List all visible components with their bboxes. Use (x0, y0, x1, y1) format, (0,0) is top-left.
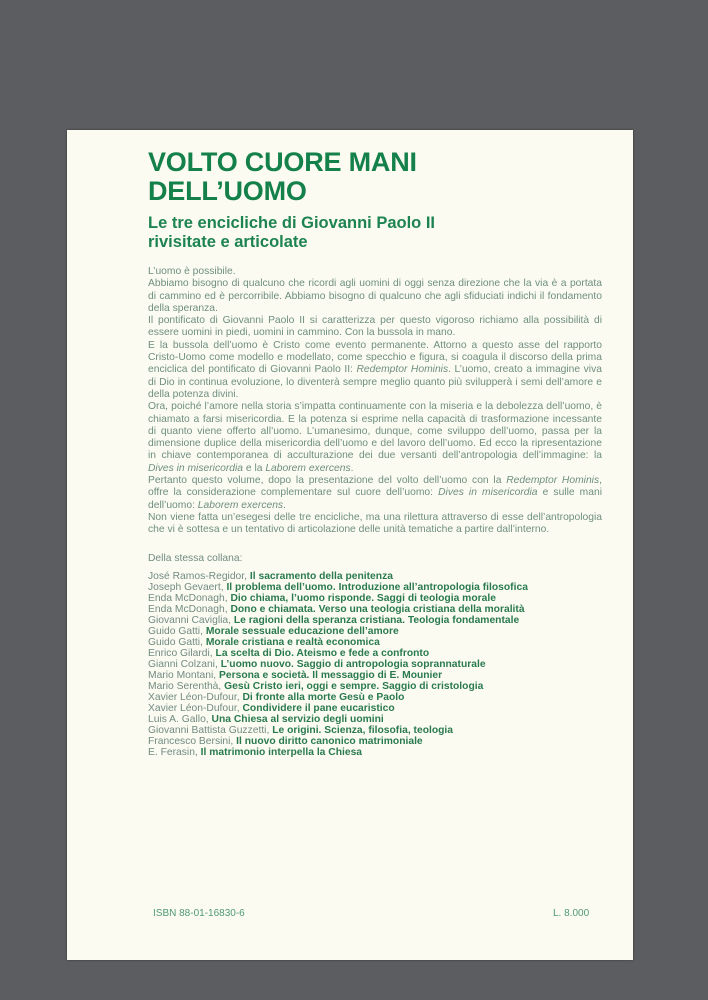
series-title: Le ragioni della speranza cristiana. Teologia fondamentale (233, 614, 520, 626)
encyclical-title: Redemptor Hominis (356, 364, 449, 376)
series-item (148, 703, 608, 714)
series-author: Xavier Léon-Dufour, (148, 702, 240, 714)
text-run: . (350, 462, 354, 474)
text-run: e sulle mani dell’uomo: (148, 487, 602, 511)
series-item (148, 637, 608, 648)
text-run: Il pontificato di Giovanni Paolo II si caratterizza per questo vigoroso richiamo alla possibilità di essere uomini in piedi, uomini in cammino. Con la bussola in mano. (148, 315, 602, 339)
text-run: Pertanto questo volume, dopo la presentazione del volto dell’uomo con la (148, 475, 507, 487)
series-title: Persona e società. Il messaggio di E. Mounier (218, 669, 443, 681)
series-author: Giovanni Caviglia, (148, 614, 231, 626)
text-run: . L’uomo, creato a immagine viva di Dio in continua evoluzione, lo diventerà sempre meglio quanto più svilupperà i semi dell’amore e della potenza divini. (148, 364, 602, 400)
series-item (148, 747, 608, 758)
series-author: José Ramos-Regidor, (148, 570, 248, 582)
series-item (148, 615, 608, 626)
series-title: Morale sessuale educazione dell’amore (205, 625, 399, 637)
series-author: Enda McDonagh, (148, 592, 228, 604)
series-item (148, 648, 608, 659)
series-title: L’uomo nuovo. Saggio di antropologia soprannaturale (220, 658, 486, 670)
encyclical-title: Dives in misericordia (148, 462, 243, 474)
text-run: Ora, poiché l’amore nella storia s’impatta continuamente con la miseria e la debolezza dell’uomo, è chiamato a farsi misericordia. E la potenza si esprime nella capacità di trasformazione incessante di quanto viene offerto all’uomo. L’umanesimo, dunque, come sviluppo dell’uomo, passa per la dimensione duplice della misericordia dell’uomo e del lavoro dell’uomo. Ed ecco la ripresentazione in chiave contemporanea di acculturazione dei due versanti dell’antropologia dell’immagine: la (148, 401, 602, 462)
blurb-paragraph (148, 266, 602, 278)
series-item (148, 626, 608, 637)
series-author: Joseph Gevaert, (148, 581, 224, 593)
series-title: Dio chiama, l’uomo risponde. Saggi di teologia morale (230, 592, 496, 604)
series-list (148, 553, 608, 758)
text-run: L’uomo è possibile. (148, 266, 236, 277)
series-title: La scelta di Dio. Ateismo e fede a confronto (215, 647, 430, 659)
series-items (148, 571, 608, 758)
series-item (148, 593, 608, 604)
series-author: Xavier Léon-Dufour, (148, 691, 240, 703)
blurb-paragraph (148, 475, 602, 512)
series-title: Il nuovo diritto canonico matrimoniale (236, 735, 423, 747)
series-title: Di fronte alla morte Gesù e Paolo (242, 691, 405, 703)
series-item (148, 725, 608, 736)
series-heading: Della stessa collana: (148, 552, 243, 564)
series-item (148, 604, 608, 615)
blurb-text (148, 266, 602, 537)
series-item (148, 681, 608, 692)
book-subtitle (148, 214, 608, 252)
encyclical-title: Redemptor Hominis (506, 475, 600, 487)
encyclical-title: Laborem exercens (197, 499, 284, 511)
text-run: . (283, 499, 286, 511)
series-item (148, 692, 608, 703)
cover-content (148, 148, 608, 758)
series-title: Il matrimonio interpella la Chiesa (200, 746, 363, 758)
series-item (148, 571, 608, 582)
series-item (148, 736, 608, 747)
title-line: DELL’UOMO (148, 176, 307, 206)
text-run: Abbiamo bisogno di qualcuno che ricordi agli uomini di oggi senza direzione che la via è a portata di cammino ed è percorribile. Abbiamo bisogno di qualcuno che agli sfiduciati indichi il fondamento della speranza. (148, 278, 602, 314)
blurb-paragraph (148, 315, 602, 340)
series-title: Gesù Cristo ieri, oggi e sempre. Saggio di cristologia (224, 680, 484, 692)
book-back-cover (67, 130, 633, 960)
series-title: Le origini. Scienza, filosofia, teologia (272, 724, 454, 736)
series-item (148, 714, 608, 725)
series-author: Gianni Colzani, (148, 658, 218, 670)
series-item (148, 670, 608, 681)
book-title (148, 148, 608, 206)
blurb-paragraph (148, 401, 602, 475)
series-author: Enrico Gilardi, (148, 647, 213, 659)
series-title: Una Chiesa al servizio degli uomini (211, 713, 384, 725)
series-title: Morale cristiana e realtà economica (205, 636, 380, 648)
series-author: Luis A. Gallo, (148, 713, 209, 725)
series-author: Mario Montani, (148, 669, 217, 681)
blurb-paragraph (148, 340, 602, 401)
series-title: Dono e chiamata. Verso una teologia cristiana della moralità (230, 603, 525, 615)
encyclical-title: Laborem exercens (265, 462, 351, 474)
series-author: Mario Serenthà, (148, 680, 222, 692)
text-run: e la (243, 462, 266, 474)
blurb-paragraph (148, 278, 602, 315)
text-run: Non viene fatta un’esegesi delle tre encicliche, ma una rilettura attraverso di esse dell’antropologia che vi è sottesa e un tentativo di articolazione delle unità tematiche a partire dall’interno. (148, 511, 602, 536)
series-author: Giovanni Battista Guzzetti, (148, 724, 270, 736)
text-run: , offre la considerazione complementare sul cuore dell’uomo: (148, 475, 602, 499)
subtitle-line: rivisitate e articolate (148, 233, 308, 251)
series-author: Francesco Bersini, (148, 735, 234, 747)
series-author: Guido Gatti, (148, 636, 203, 648)
blurb-paragraph (148, 512, 602, 537)
price: L. 8.000 (553, 908, 590, 919)
subtitle-line: Le tre encicliche di Giovanni Paolo II (148, 214, 435, 232)
isbn: ISBN 88-01-16830-6 (153, 908, 245, 919)
series-author: Guido Gatti, (148, 625, 203, 637)
text-run: E la bussola dell’uomo è Cristo come evento permanente. Attorno a questo asse del rapporto Cristo-Uomo come modello e modellato, come specchio e figura, si coagula il discorso della prima enciclica del pontificato di Giovanni Paolo II: (148, 339, 602, 376)
series-author: E. Ferasin, (148, 746, 198, 758)
series-title: Il sacramento della penitenza (249, 570, 393, 582)
title-line: VOLTO CUORE MANI (148, 147, 417, 177)
encyclical-title: Dives in misericordia (438, 487, 538, 499)
series-author: Enda McDonagh, (148, 603, 228, 615)
series-title: Il problema dell’uomo. Introduzione all’antropologia filosofica (226, 581, 528, 593)
series-item (148, 659, 608, 670)
series-item (148, 582, 608, 593)
series-title: Condividere il pane eucaristico (242, 702, 395, 714)
